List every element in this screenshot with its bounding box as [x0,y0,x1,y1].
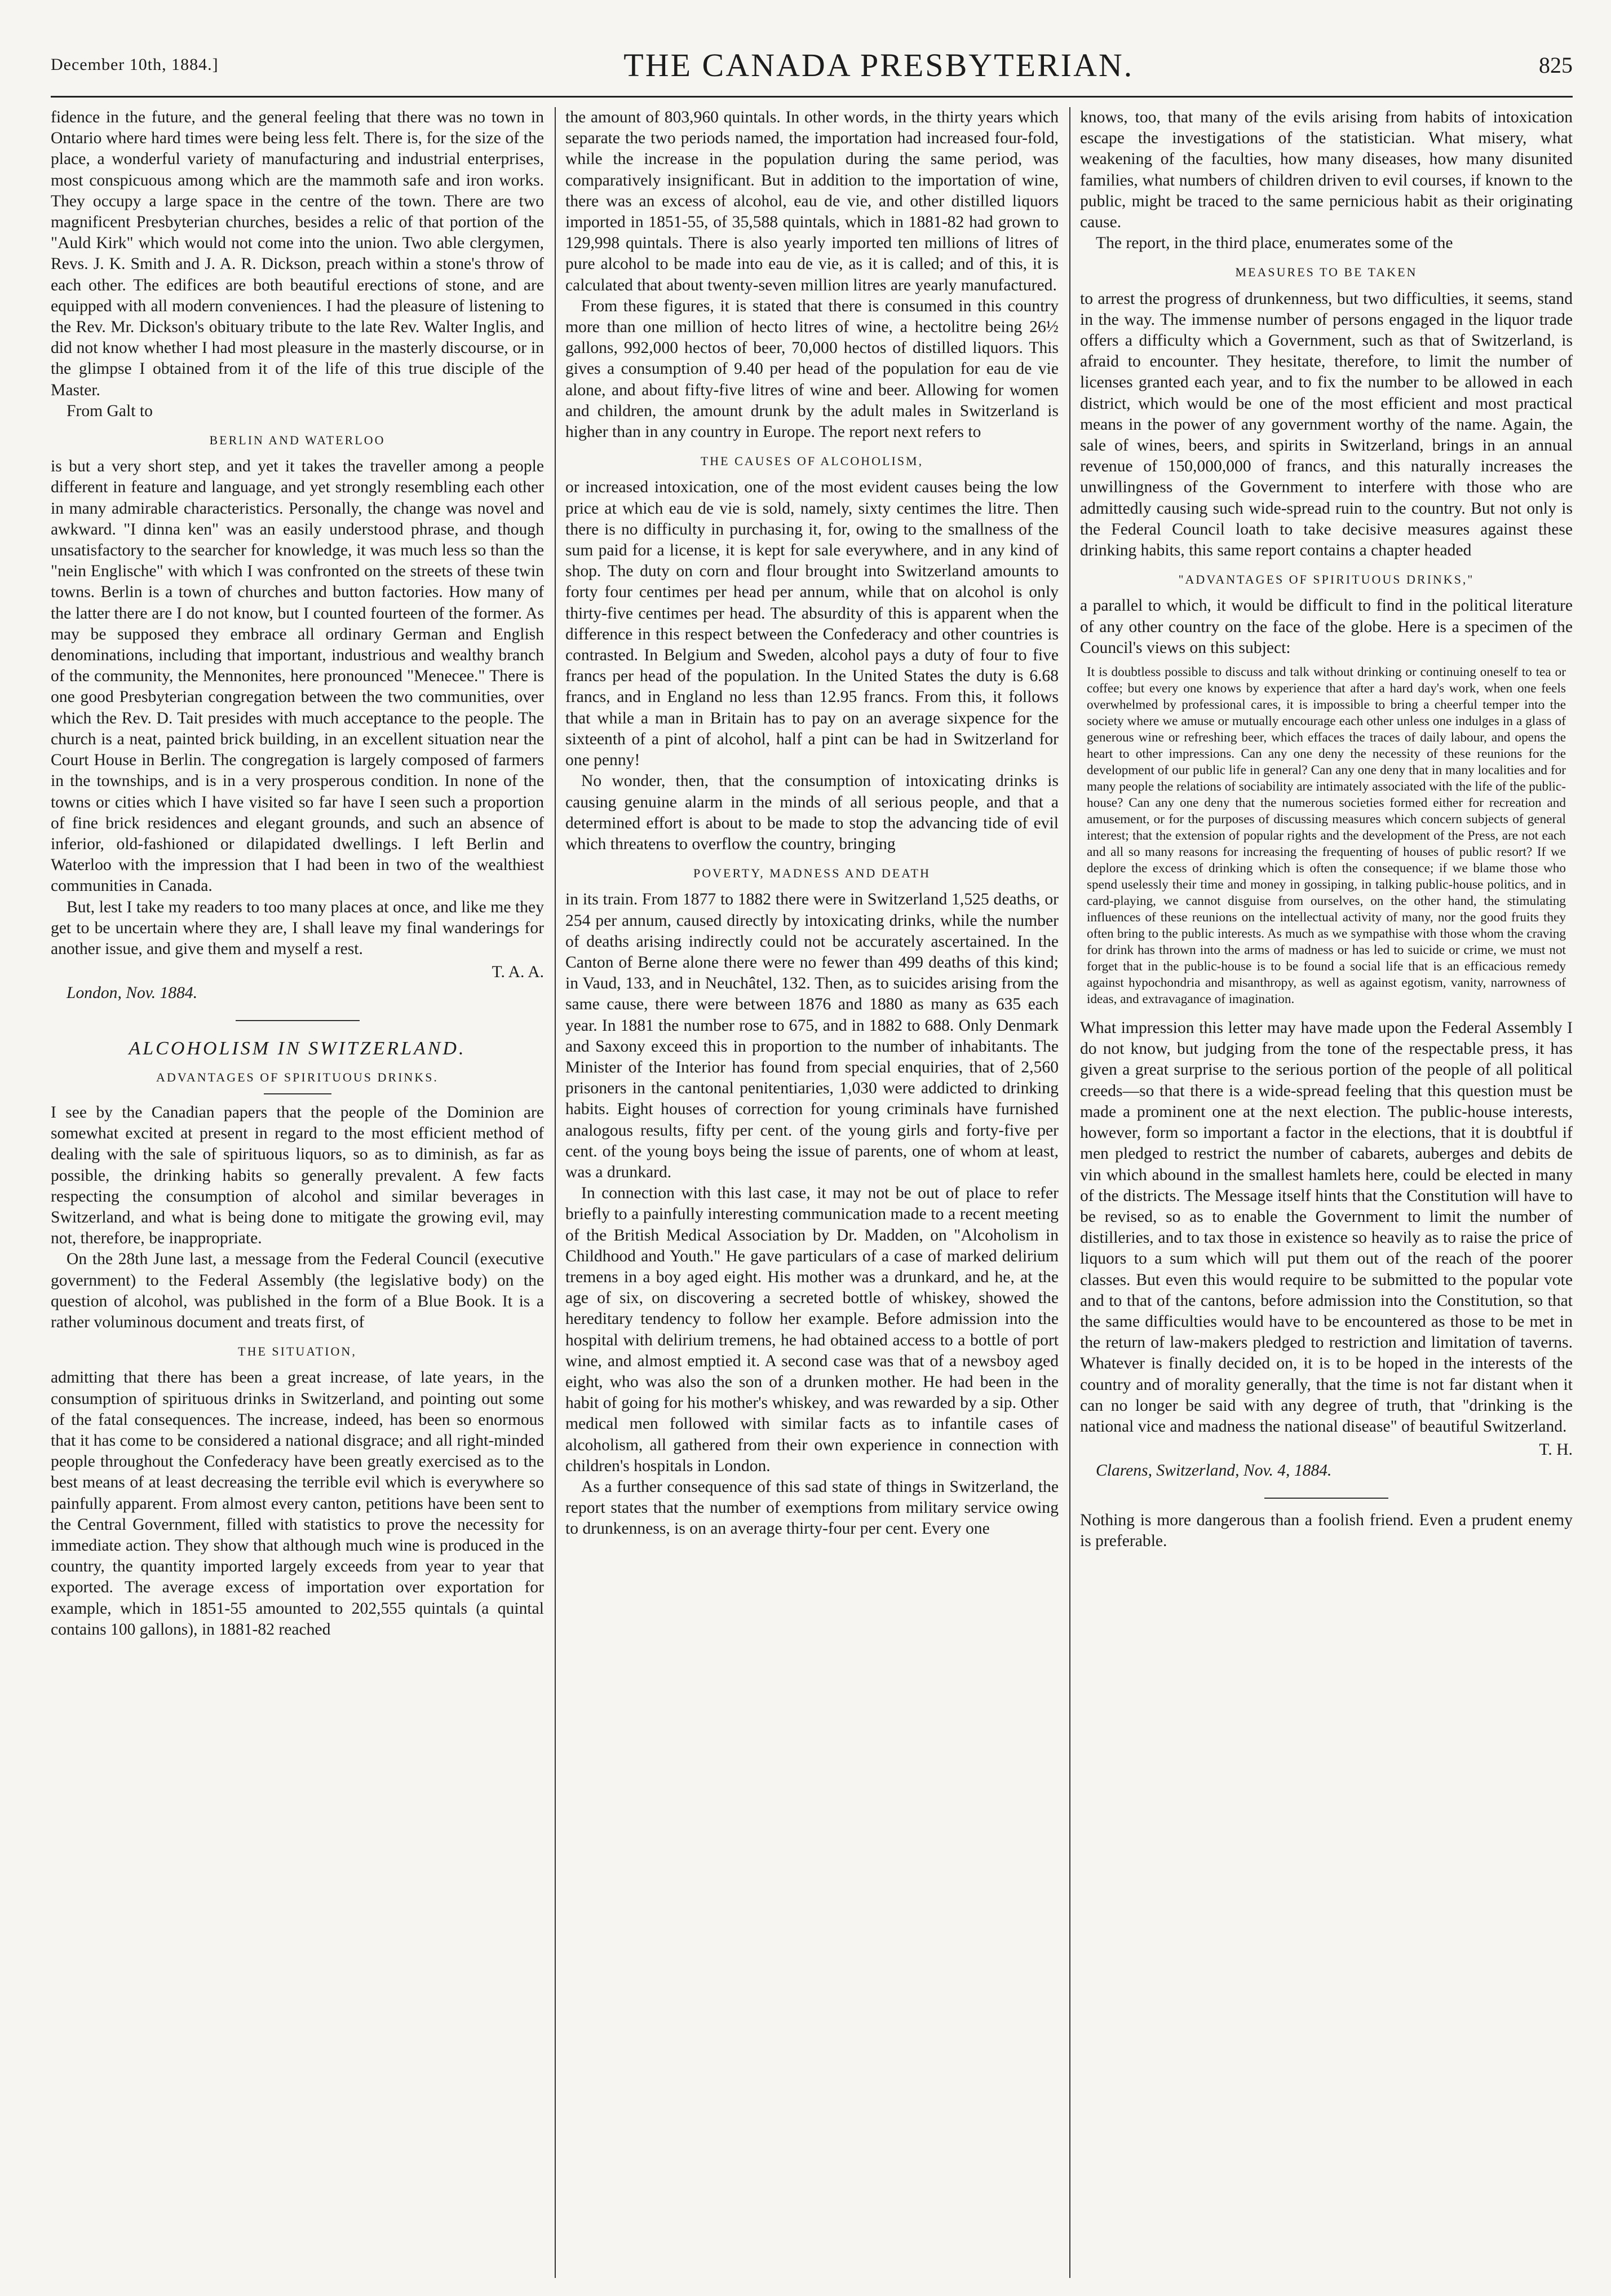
column-2 [565,107,1059,2278]
issue-date: December 10th, 1884.] [51,55,219,74]
paragraph: to arrest the progress of drunkenness, but two difficulties, it seems, stand in the way. The immense number of persons engaged in the liquor trade offers a difficulty which a Government, such as that of Switzerland, is afraid to encounter. They hesitate, therefore, to limit the number of licenses granted each year, and to fix the number to be allowed in each district, which would be one of the most efficient and most practical means in the power of any government worthy of the name. Again, the sale of wines, beers, and spirits in Switzerland, brings in an annual revenue of 150,000,000 of francs, and this naturally increases the unwillingness of the Government to interfere with those who are admittedly causing such wide-spread ruin to the country. But not only is the Federal Council loath to take decisive measures against these drinking habits, this same report contains a chapter headed [1080,289,1573,560]
quoted-letter: It is doubtless possible to discuss and talk without drinking or continuing oneself to tea or coffee; but every one knows by experience that after a hard day's work, when one feels overwhelmed by professional cares, it is impossible to bring a cheerful temper into the society where we amuse or mutually encourage each other unless one indulges in a glass of generous wine or refreshing beer, which effaces the traces of daily labour, and opens the heart to other impressions. Can any one deny the necessity of these reunions for the development of our public life in general? Can any one deny that in many localities and for many people the relations of sociability are intimately associated with the life of the public-house? Can any one deny that the numerous societies formed either for recreation and amusement, or for the purposes of discussing measures which concern subjects of general interest; that the extension of popular rights and the development of the Press, are not each and all so many reasons for increasing the frequenting of houses of public resort? If we deplore the excess of drinking which is often the consequence; if we blame those who spend uselessly their time and money in gossiping, in talking public-house politics, and in card-playing, we cannot disguise from ourselves, on the other hand, the stimulating influences of these reunions on the intellectual activity of many, nor the good fruits they often bring to the public interests. As much as we sympathise with those whom the craving for drink has thrown into the arms of madness or has led to suicide or crime, we must not forget that in the public-house is to be found a social life that is an efficacious remedy against hypochondria and misanthropy, as well as against egotism, vanity, narrowness of ideas, and extravagance of imagination. [1087,665,1566,1007]
column-rule [1069,107,1070,2278]
paragraph: I see by the Canadian papers that the people of the Dominion are somewhat excited at present in regard to the most efficient method of dealing with the sale of spirituous liquors, so as to diminish, as far as possible, the drinking habits so generally prevalent. A few facts respecting the consumption of alcohol and similar beverages in Switzerland, and what is being done to mitigate the growing evil, may not, therefore, be inappropriate. [51,1103,544,1248]
author-signature: T. A. A. [492,963,544,982]
paragraph: is but a very short step, and yet it takes the traveller among a people different in feature and language, and yet strongly resembling each other in many admirable characteristics. Personally, the change was novel and awkward. "I dinna ken" was an easily understood phrase, and though unsatisfactory to the searcher for knowledge, it was much less so than the "nein Englische" with which I was confronted on the streets of these twin towns. Berlin is a town of churches and button factories. How many of the latter there are I do not know, but I counted fourteen of the former. As may be supposed they embrace all ordinary German and English denominations, including that important, industrious and wealthy branch of the community, the Mennonites, here pronounced "Menecee." There is one good Presbyterian congregation between the two communities, over which the Rev. D. Tait presides with much acceptance to the people. The church is a neat, painted brick building, in an excellent situation near the Court House in Berlin. The congregation is largely composed of farmers in the townships, and is in a very prosperous condition. In none of the towns or cities which I have visited so far have I seen such a proportion of fine brick residences and elegant grounds, and such an absence of inferior, old-fashioned or dilapidated dwellings. I left Berlin and Waterloo with the impression that I had been in two of the wealthiest communities in Canada. [51,457,544,895]
section-subhead: "ADVANTAGES OF SPIRITUOUS DRINKS," [1178,572,1475,587]
column-1 [51,107,544,2278]
article-divider [1264,1498,1388,1499]
article-subtitle: ADVANTAGES OF SPIRITUOUS DRINKS. [156,1070,439,1084]
paragraph: in its train. From 1877 to 1882 there were in Switzerland 1,525 deaths, or 254 per annum, caused directly by intoxicating drinks, while the number of deaths arising indirectly could not be accurately ascertained. In the Canton of Berne alone there were no fewer than 499 deaths of this kind; in Vaud, 133, and in Neuchâtel, 132. Then, as to suicides arising from the same cause, there were between 1876 and 1880 as many as 635 each year. In 1881 the number rose to 675, and in 1882 to 688. Only Denmark and Saxony exceed this in proportion to the number of inhabitants. The Minister of the Interior has found from special enquiries, that of 2,560 prisoners in the cantonal penitentiaries, 1,030 were addicted to drinking habits. Eight houses of correction for young criminals have furnished analogous results, fifty per cent. of the young girls and forty-five per cent. of the young boys being the issue of parents, one of whom at least, was a drunkard. [565,890,1059,1181]
masthead [51,34,1573,98]
paragraph: or increased intoxication, one of the most evident causes being the low price at which eau de vie is sold, namely, sixty centimes the litre. Then there is no difficulty in purchasing it, for, owing to the smallness of the sum paid for a license, it is kept for sale everywhere, and in any kind of shop. The duty on corn and flour brought into Switzerland amounts to forty four centimes per head per annum, while that on alcohol is only thirty-five centimes per head. The absurdity of this is apparent when the difference in this respect between the Confederacy and other countries is contrasted. In Belgium and Sweden, alcohol pays a duty of four to five francs per head of the population. In the United States the duty is 6.68 francs, and in England no less than 12.95 francs. From this, it follows that while a man in Britain has to pay on an average sixpence for the sixteenth of a pint of alcohol, half a pint can be had in Switzerland for one penny! [565,478,1059,770]
paragraph: As a further consequence of this sad state of things in Switzerland, the report states that the number of exemptions from military service owing to drunkenness, is on an average thirty-four per cent. Every one [565,1478,1059,1538]
paragraph: But, lest I take my readers to too many places at once, and like me they get to be uncertain where they are, I shall leave my final wanderings for another issue, and give them and myself a rest. [51,898,544,958]
paragraph: On the 28th June last, a message from the Federal Council (executive government) to the Federal Assembly (the legislative body) on the question of alcohol, was published in the form of a Blue Book. It is a rather voluminous document and treats first, of [51,1250,544,1331]
paragraph: From these figures, it is stated that there is consumed in this country more than one million of hecto litres of wine, a hectolitre being 26½ gallons, 992,000 hectos of beer, 70,000 hectos of distilled liquors. This gives a consumption of 9.40 per head of the population for eau de vie alone, and about fifty-five litres of wine and beer. Allowing for women and children, the amount drunk by the adult males in Switzerland is higher than in any country in Europe. The report next refers to [565,297,1059,441]
section-subhead: THE CAUSES OF ALCOHOLISM, [700,454,924,469]
section-subhead: POVERTY, MADNESS AND DEATH [693,866,931,881]
dateline: Clarens, Switzerland, Nov. 4, 1884. [1096,1462,1332,1480]
paragraph: the amount of 803,960 quintals. In other words, in the thirty years which separate the two periods named, the importation had increased four-fold, while the increase in the population during the same period, was comparatively insignificant. But in addition to the importation of wine, there was an excess of alcohol, eau de vie, and other distilled liquors imported in 1851-55, of 35,588 quintals, which in 1881-82 had grown to 129,998 quintals. There is also yearly imported ten millions of litres of pure alcohol to be made into eau de vie, as it is called; and of this, it is calculated that about twenty-seven million litres are yearly manufactured. [565,108,1059,294]
paragraph: In connection with this last case, it may not be out of place to refer briefly to a painfully interesting communication made to a recent meeting of the British Medical Association by Dr. Madden, on "Alcoholism in Childhood and Youth." He gave particulars of a case of marked delirium tremens in a boy aged eight. His mother was a drunkard, and he, at the age of six, on discovering a secreted bottle of whiskey, showed the hereditary tendency to follow her example. Before admission into the hospital with delirium tremens, he had obtained access to a bottle of port wine, and almost emptied it. A second case was that of a newsboy aged eight, who was also the son of a drunken mother. He had been in the habit of going for his mother's whiskey, and was rewarded by a sip. Other medical men followed with similar facts as to infantile cases of alcoholism, all gathered from their own experience in connection with children's hospitals in London. [565,1184,1059,1475]
dateline: London, Nov. 1884. [67,984,198,1003]
paragraph: No wonder, then, that the consumption of intoxicating drinks is causing genuine alarm in the minds of all serious people, and that a determined effort is about to be made to stop the advancing tide of evil which threatens to overflow the country, bringing [565,772,1059,853]
paragraph: What impression this letter may have made upon the Federal Assembly I do not know, but judging from the tone of the respectable press, it has given a great surprise to the serious portion of the people of all political creeds—so that there is a wide-spread feeling that this question must be made a prominent one at the next election. The public-house interests, however, form so important a factor in the elections, that it is doubtful if men pledged to restrict the number of cabarets, auberges and debits de vin which abound in the smallest hamlets here, could be elected in many of the districts. The Message itself hints that the Constitution will have to be revised, so as to enable the Government to limit the number of distilleries, and to tax those in existence so heavily as to raise the price of liquors to a sum which will put them out of the reach of the poorer classes. But even this would require to be submitted to the popular vote and to that of the cantons, before admission into the Constitution, so that the same difficulties would have to be encountered as those to be met in the return of law-makers pledged to restriction and limitation of taverns. Whatever is finally decided on, it is to be hoped in the interests of the country and of morality generally, that the time is not far distant when it can no longer be said with any degree of truth, that "drinking is the national vice and madness the national disease" of beautiful Switzerland. [1080,1019,1573,1436]
author-signature: T. H. [1539,1441,1573,1459]
paragraph: fidence in the future, and the general feeling that there was no town in Ontario where hard times were being less felt. There is, for the size of the place, a wonderful variety of manufacturing and industrial enterprises, most conspicuous among which are the mammoth safe and iron works. They occupy a large space in the centre of the town. There are two magnificent Presbyterian churches, besides a relic of that portion of the "Auld Kirk" which would not come into the union. Two able clergymen, Revs. J. K. Smith and J. A. R. Dickson, preach within a stone's throw of each other. The edifices are both beautiful erections of stone, and are equipped with all modern conveniences. I had the pleasure of listening to the Rev. Mr. Dickson's obituary tribute to the late Rev. Walter Inglis, and did not know whether I had most pleasure in the masterly discourse, or in the glimpse I obtained from it of the life of this true disciple of the Master. [51,108,544,399]
paragraph: knows, too, that many of the evils arising from habits of intoxication escape the investigations of the statistician. What misery, what weakening of the faculties, how many diseases, how many disunited families, what numbers of children driven to evil courses, if known to the public, might be traced to the same pernicious habit as their originating cause. [1080,108,1573,232]
page-number: 825 [1538,52,1573,78]
section-subhead: BERLIN AND WATERLOO [209,433,386,448]
paragraph: The report, in the third place, enumerates some of the [1096,234,1453,253]
filler-paragraph: Nothing is more dangerous than a foolish friend. Even a prudent enemy is preferable. [1080,1511,1573,1550]
section-subhead: THE SITUATION, [238,1344,357,1359]
columns [51,107,1573,2278]
newspaper-title: THE CANADA PRESBYTERIAN. [623,46,1134,83]
paragraph: a parallel to which, it would be difficult to find in the political literature of any other country on the face of the globe. Here is a specimen of the Council's views on this subject: [1080,597,1573,657]
column-3 [1080,107,1573,2278]
newspaper-page [51,34,1573,2284]
article-divider [236,1020,360,1021]
article-title: ALCOHOLISM IN SWITZERLAND. [129,1037,466,1059]
short-rule [264,1093,331,1094]
paragraph: From Galt to [67,401,153,420]
paragraph: admitting that there has been a great increase, of late years, in the consumption of spirituous drinks in Switzerland, and pointing out some of the fatal consequences. The increase, indeed, has been so enormous that it has come to be considered a national disgrace; and all right-minded people throughout the Confederacy have been greatly exercised as to the best means of at least decreasing the terrible evil which is everywhere so painfully apparent. From almost every canton, petitions have been sent to the Central Government, filled with statistics to prove the necessity for immediate action. They show that although much wine is produced in the country, the quantity imported largely exceeds from year to year that exported. The average excess of importation over exportation for example, which in 1851-55 amounted to 202,555 quintals (a quintal contains 100 gallons), in 1881-82 reached [51,1368,544,1639]
column-rule [555,107,556,2278]
section-subhead: MEASURES TO BE TAKEN [1235,265,1418,280]
